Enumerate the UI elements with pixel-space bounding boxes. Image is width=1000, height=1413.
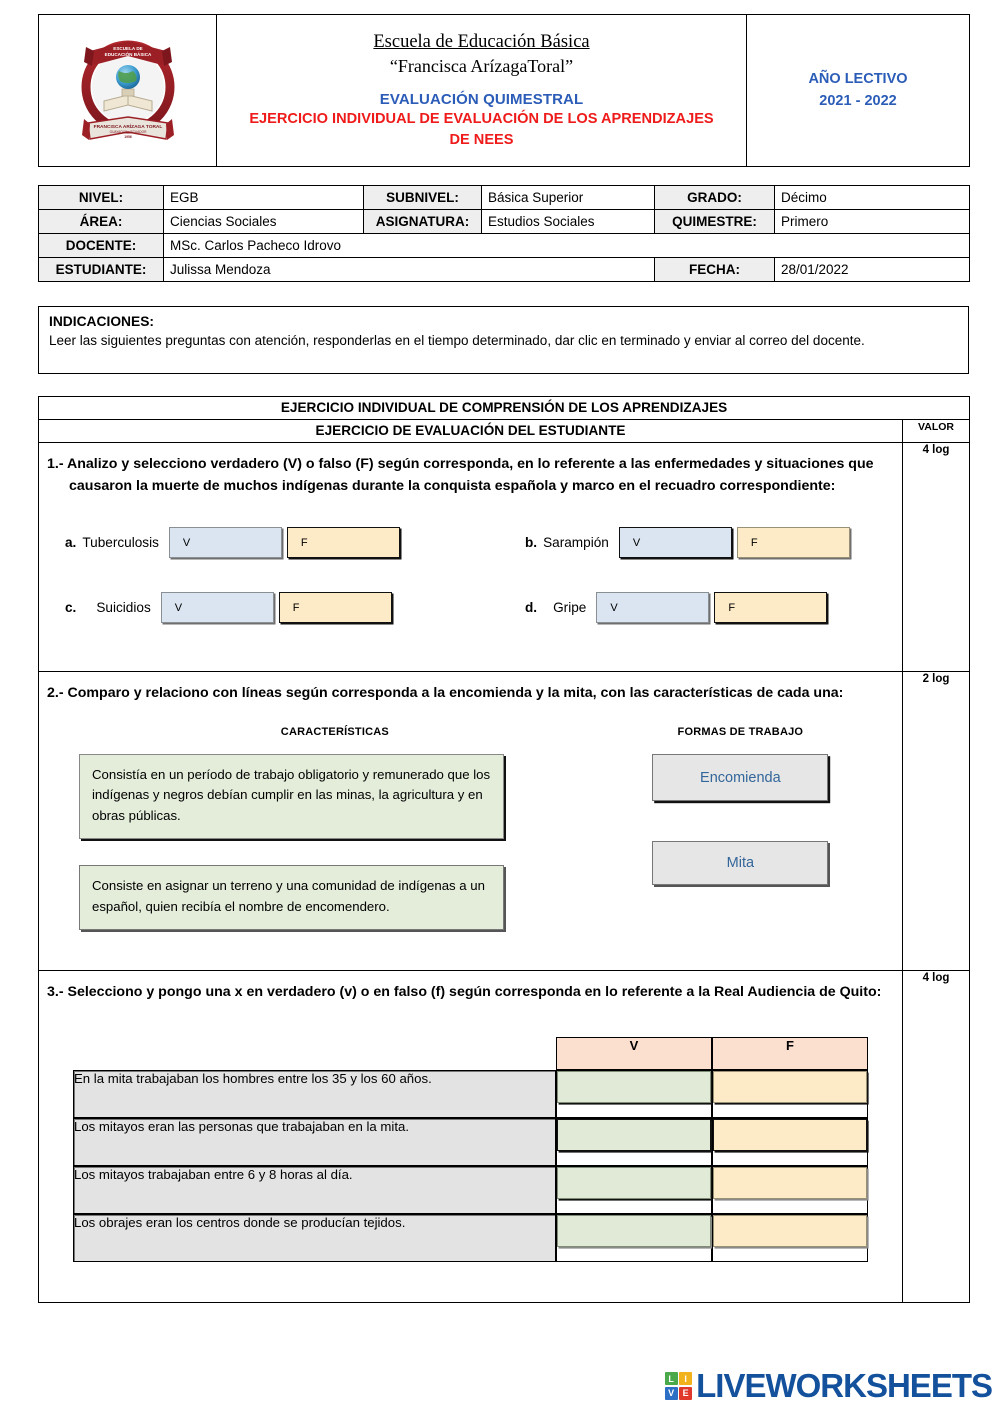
q3-row4-checkbox-v[interactable] — [557, 1215, 711, 1247]
question-2-matching-area — [47, 726, 890, 956]
asignatura-label: ASIGNATURA: — [364, 210, 482, 234]
q3-row2-v-cell[interactable] — [556, 1118, 712, 1166]
area-value: Ciencias Sociales — [164, 210, 364, 234]
q2-characteristics-column — [47, 726, 591, 956]
q3-row4-f-cell[interactable] — [712, 1214, 868, 1262]
indications-box — [38, 306, 969, 374]
table-row — [39, 186, 970, 210]
logo-letter-l: L — [665, 1372, 678, 1385]
q1-label-d: Gripe — [553, 600, 587, 615]
svg-text:FRANCISCA ARÍZAGA TORAL: FRANCISCA ARÍZAGA TORAL — [93, 125, 162, 130]
docente-value: MSc. Carlos Pacheco Idrovo — [164, 234, 970, 258]
question-1-row — [39, 443, 970, 672]
question-3-table-wrap — [47, 1037, 890, 1262]
area-label: ÁREA: — [39, 210, 164, 234]
exercise-head-main: EJERCICIO INDIVIDUAL DE COMPRENSIÓN DE LOS APRENDIZAJES — [39, 397, 970, 420]
fecha-label: FECHA: — [655, 258, 775, 282]
estudiante-label: ESTUDIANTE: — [39, 258, 164, 282]
question-2-valor: 2 log — [903, 672, 970, 971]
q3-row1-f-cell[interactable] — [712, 1070, 868, 1118]
table-row — [73, 1166, 868, 1214]
q2-workforms-heading: FORMAS DE TRABAJO — [677, 726, 804, 738]
header-table — [38, 14, 970, 167]
question-1-title: 1.- Analizo y selecciono verdadero (V) o falso (F) según corresponda, en lo referente a las enfermedades y situaciones que causaron la muerte de muchos indígenas durante la conquista española y marco en el recuadro correspondiente: — [47, 456, 874, 494]
q2-workform-mita[interactable]: Mita — [652, 841, 828, 885]
q1-c-option-f[interactable]: F — [279, 592, 392, 623]
q1-letter-b: b. — [525, 535, 538, 550]
q3-column-header-f: F — [712, 1037, 868, 1070]
exercise-title-line1: EJERCICIO INDIVIDUAL DE EVALUACIÓN DE LOS APRENDIZAJES — [249, 110, 714, 127]
q3-row2-checkbox-f[interactable] — [713, 1119, 867, 1151]
table-row — [39, 210, 970, 234]
logo-letter-v: V — [665, 1387, 678, 1400]
q1-b-option-v[interactable]: V — [619, 527, 732, 558]
valor-column-header: VALOR — [903, 420, 970, 443]
question-1-cell — [39, 443, 903, 672]
q1-a-option-f[interactable]: F — [287, 527, 400, 558]
school-subtitle: “Francisca ArízagaToral” — [389, 56, 574, 77]
nivel-value: EGB — [164, 186, 364, 210]
q1-item-a — [47, 527, 517, 558]
table-row — [73, 1118, 868, 1166]
table-row — [73, 1214, 868, 1262]
subnivel-value: Básica Superior — [482, 186, 655, 210]
svg-text:ESCUELA DE: ESCUELA DE — [112, 46, 143, 51]
header-title-cell — [217, 15, 747, 167]
q1-label-a: Tuberculosis — [82, 535, 159, 550]
q1-d-option-v[interactable]: V — [596, 592, 709, 623]
q2-workforms-column — [591, 726, 890, 956]
question-2-row — [39, 672, 970, 971]
question-1-row-2 — [47, 592, 890, 623]
q3-row1-checkbox-f[interactable] — [713, 1071, 867, 1103]
q1-a-option-v[interactable]: V — [169, 527, 282, 558]
estudiante-value: Julissa Mendoza — [164, 258, 655, 282]
q1-label-c: Suicidios — [96, 600, 151, 615]
q3-row2-f-cell[interactable] — [712, 1118, 868, 1166]
subnivel-label: SUBNIVEL: — [364, 186, 482, 210]
svg-text:EDUCACIÓN BÁSICA: EDUCACIÓN BÁSICA — [104, 52, 151, 57]
indications-body: Leer las siguientes preguntas con atención, responderlas en el tiempo determinado, dar clic en terminado y enviar al correo del docente. — [49, 333, 865, 348]
fecha-value: 28/01/2022 — [775, 258, 970, 282]
q1-item-c — [47, 592, 517, 623]
q1-d-option-f[interactable]: F — [714, 592, 827, 623]
logo-letter-e: E — [679, 1387, 692, 1400]
quimestre-value: Primero — [775, 210, 970, 234]
logo-letter-i: I — [679, 1372, 692, 1385]
q3-header-spacer — [73, 1037, 556, 1070]
q1-b-option-f[interactable]: F — [737, 527, 850, 558]
exercise-title-line2: DE NEES — [449, 131, 514, 148]
q1-letter-a: a. — [65, 535, 77, 550]
exercise-table — [38, 396, 970, 1303]
question-3-valor: 4 log — [903, 971, 970, 1303]
q2-characteristic-2[interactable]: Consiste en asignar un terreno y una comunidad de indígenas a un español, quien recibía el nombre de encomendero. — [79, 865, 504, 930]
grado-value: Décimo — [775, 186, 970, 210]
q1-item-d — [517, 592, 832, 623]
quimestre-label: QUIMESTRE: — [655, 210, 775, 234]
q1-letter-d: d. — [525, 600, 538, 615]
school-name: Escuela de Educación Básica — [373, 32, 590, 53]
q2-characteristic-1[interactable]: Consistía en un período de trabajo obligatorio y remunerado que los indígenas y negros debían cumplir en las minas, la agricultura y en obras públicas. — [79, 754, 504, 839]
question-3-row — [39, 971, 970, 1303]
q3-row1-v-cell[interactable] — [556, 1070, 712, 1118]
q3-statement-1: En la mita trabajaban los hombres entre los 35 y los 60 años. — [73, 1070, 556, 1118]
liveworksheets-logo-icon — [665, 1372, 693, 1400]
svg-text:1956: 1956 — [123, 135, 132, 139]
q3-statement-4: Los obrajes eran los centros donde se producían tejidos. — [73, 1214, 556, 1262]
exercise-head-student: EJERCICIO DE EVALUACIÓN DEL ESTUDIANTE — [39, 420, 903, 443]
asignatura-value: Estudios Sociales — [482, 210, 655, 234]
question-1-row-1 — [47, 527, 890, 558]
q3-column-header-v: V — [556, 1037, 712, 1070]
q3-row3-checkbox-f[interactable] — [713, 1167, 867, 1199]
school-year-label: AÑO LECTIVO — [808, 70, 908, 87]
exercise-header-row-2 — [39, 420, 970, 443]
q1-letter-c: c. — [65, 600, 77, 615]
liveworksheets-footer — [665, 1367, 992, 1405]
grado-label: GRADO: — [655, 186, 775, 210]
question-3-table — [73, 1037, 868, 1262]
q3-header-row — [73, 1037, 868, 1070]
q3-statement-3: Los mitayos trabajaban entre 6 y 8 horas al día. — [73, 1166, 556, 1214]
docente-label: DOCENTE: — [39, 234, 164, 258]
q3-statement-2: Los mitayos eran las personas que trabajaban en la mita. — [73, 1118, 556, 1166]
question-1-valor: 4 log — [903, 443, 970, 672]
exercise-header-row-1 — [39, 397, 970, 420]
evaluation-title: EVALUACIÓN QUIMESTRAL — [379, 90, 584, 108]
school-year-cell — [747, 15, 970, 167]
indications-title: INDICACIONES: — [49, 314, 155, 329]
liveworksheets-brand-text: LIVEWORKSHEETS — [696, 1367, 992, 1404]
q3-row4-checkbox-f[interactable] — [713, 1215, 867, 1247]
q1-c-option-v[interactable]: V — [161, 592, 274, 623]
q1-item-b — [517, 527, 855, 558]
question-3-cell — [39, 971, 903, 1303]
q3-row3-f-cell[interactable] — [712, 1166, 868, 1214]
svg-text:GUAYAQUIL - ECUADOR: GUAYAQUIL - ECUADOR — [109, 130, 146, 134]
q3-row3-checkbox-v[interactable] — [557, 1167, 711, 1199]
student-info-table — [38, 185, 970, 282]
question-2-cell — [39, 672, 903, 971]
table-row — [73, 1070, 868, 1118]
q3-row2-checkbox-v[interactable] — [557, 1119, 711, 1151]
q3-row1-checkbox-v[interactable] — [557, 1071, 711, 1103]
nivel-label: NIVEL: — [39, 186, 164, 210]
q1-label-b: Sarampión — [543, 535, 609, 550]
school-crest-icon — [78, 25, 178, 151]
question-3-title: 3.- Selecciono y pongo una x en verdadero (v) o en falso (f) según corresponda en lo referente a la Real Audiencia de Quito: — [47, 984, 882, 1001]
q2-workform-encomienda[interactable]: Encomienda — [652, 754, 828, 801]
q2-characteristics-heading: CARACTERÍSTICAS — [280, 726, 389, 738]
question-1-options-grid — [47, 527, 890, 623]
table-row — [39, 258, 970, 282]
table-row — [39, 234, 970, 258]
school-logo-cell — [39, 15, 217, 167]
question-2-title: 2.- Comparo y relaciono con líneas según corresponda a la encomienda y la mita, con las características de cada una: — [47, 685, 844, 701]
q3-row4-v-cell[interactable] — [556, 1214, 712, 1262]
school-year-value: 2021 - 2022 — [819, 92, 897, 109]
q3-row3-v-cell[interactable] — [556, 1166, 712, 1214]
